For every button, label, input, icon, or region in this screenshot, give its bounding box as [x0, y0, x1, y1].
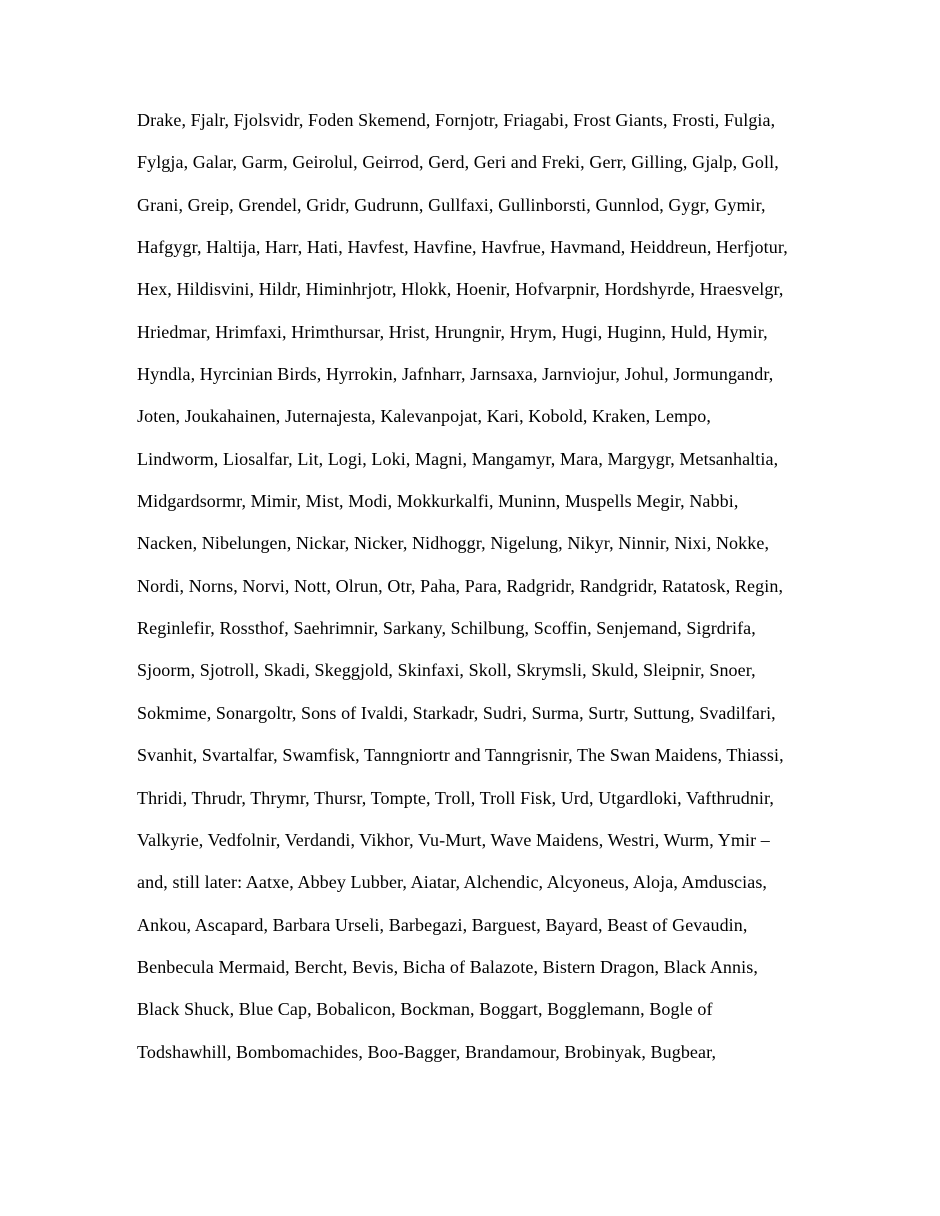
text-line: Nacken, Nibelungen, Nickar, Nicker, Nidhoggr, Nigelung, Nikyr, Ninnir, Nixi, Nokke,	[137, 533, 770, 554]
text-line: Hafgygr, Haltija, Harr, Hati, Havfest, Havfine, Havfrue, Havmand, Heiddreun, Herfjotur,	[137, 237, 788, 258]
text-line: Sokmime, Sonargoltr, Sons of Ivaldi, Starkadr, Sudri, Surma, Surtr, Suttung, Svadilfari,	[137, 702, 776, 723]
text-line: Drake, Fjalr, Fjolsvidr, Foden Skemend, Fornjotr, Friagabi, Frost Giants, Frosti, Fulgia,	[137, 110, 776, 130]
text-line: Valkyrie, Vedfolnir, Verdandi, Vikhor, Vu-Murt, Wave Maidens, Westri, Wurm, Ymir –	[137, 829, 770, 850]
text-line: Todshawhill, Bombomachides, Boo-Bagger, Brandamour, Brobinyak, Bugbear,	[137, 1041, 717, 1062]
text-line: Hriedmar, Hrimfaxi, Hrimthursar, Hrist, Hrungnir, Hrym, Hugi, Huginn, Huld, Hymir,	[137, 321, 768, 342]
text-line: Joten, Joukahainen, Juternajesta, Kalevanpojat, Kari, Kobold, Kraken, Lempo,	[137, 406, 711, 427]
text-line: Reginlefir, Rossthof, Saehrimnir, Sarkany, Schilbung, Scoffin, Senjemand, Sigrdrifa,	[137, 618, 756, 639]
text-line: Lindworm, Liosalfar, Lit, Logi, Loki, Magni, Mangamyr, Mara, Margygr, Metsanhaltia,	[137, 448, 779, 469]
text-line: Sjoorm, Sjotroll, Skadi, Skeggjold, Skinfaxi, Skoll, Skrymsli, Skuld, Sleipnir, Snoer,	[137, 660, 756, 681]
text-line: Grani, Greip, Grendel, Gridr, Gudrunn, Gullfaxi, Gullinborsti, Gunnlod, Gygr, Gymir,	[137, 194, 766, 215]
text-line: Ankou, Ascapard, Barbara Urseli, Barbegazi, Barguest, Bayard, Beast of Gevaudin,	[137, 914, 748, 935]
text-line: Black Shuck, Blue Cap, Bobalicon, Bockman, Boggart, Bogglemann, Bogle of	[137, 999, 713, 1020]
body-text	[137, 99, 817, 1073]
text-line: Svanhit, Svartalfar, Swamfisk, Tanngniortr and Tanngrisnir, The Swan Maidens, Thiassi,	[137, 745, 784, 766]
text-line: Thridi, Thrudr, Thrymr, Thursr, Tompte, Troll, Troll Fisk, Urd, Utgardloki, Vafthrudnir,	[137, 787, 775, 808]
text-line: Hex, Hildisvini, Hildr, Himinhrjotr, Hlokk, Hoenir, Hofvarpnir, Hordshyrde, Hraesvelgr,	[137, 279, 784, 300]
text-line: Fylgja, Galar, Garm, Geirolul, Geirrod, Gerd, Geri and Freki, Gerr, Gilling, Gjalp, Goll,	[137, 152, 779, 173]
text-line: Nordi, Norns, Norvi, Nott, Olrun, Otr, Paha, Para, Radgridr, Randgridr, Ratatosk, Regin,	[137, 575, 784, 596]
text-line: and, still later: Aatxe, Abbey Lubber, Aiatar, Alchendic, Alcyoneus, Aloja, Amduscias,	[137, 872, 768, 893]
text-line: Benbecula Mermaid, Bercht, Bevis, Bicha of Balazote, Bistern Dragon, Black Annis,	[137, 956, 758, 977]
text-line: Hyndla, Hyrcinian Birds, Hyrrokin, Jafnharr, Jarnsaxa, Jarnviojur, Johul, Jormungandr,	[137, 364, 774, 385]
text-line: Midgardsormr, Mimir, Mist, Modi, Mokkurkalfi, Muninn, Muspells Megir, Nabbi,	[137, 491, 739, 512]
